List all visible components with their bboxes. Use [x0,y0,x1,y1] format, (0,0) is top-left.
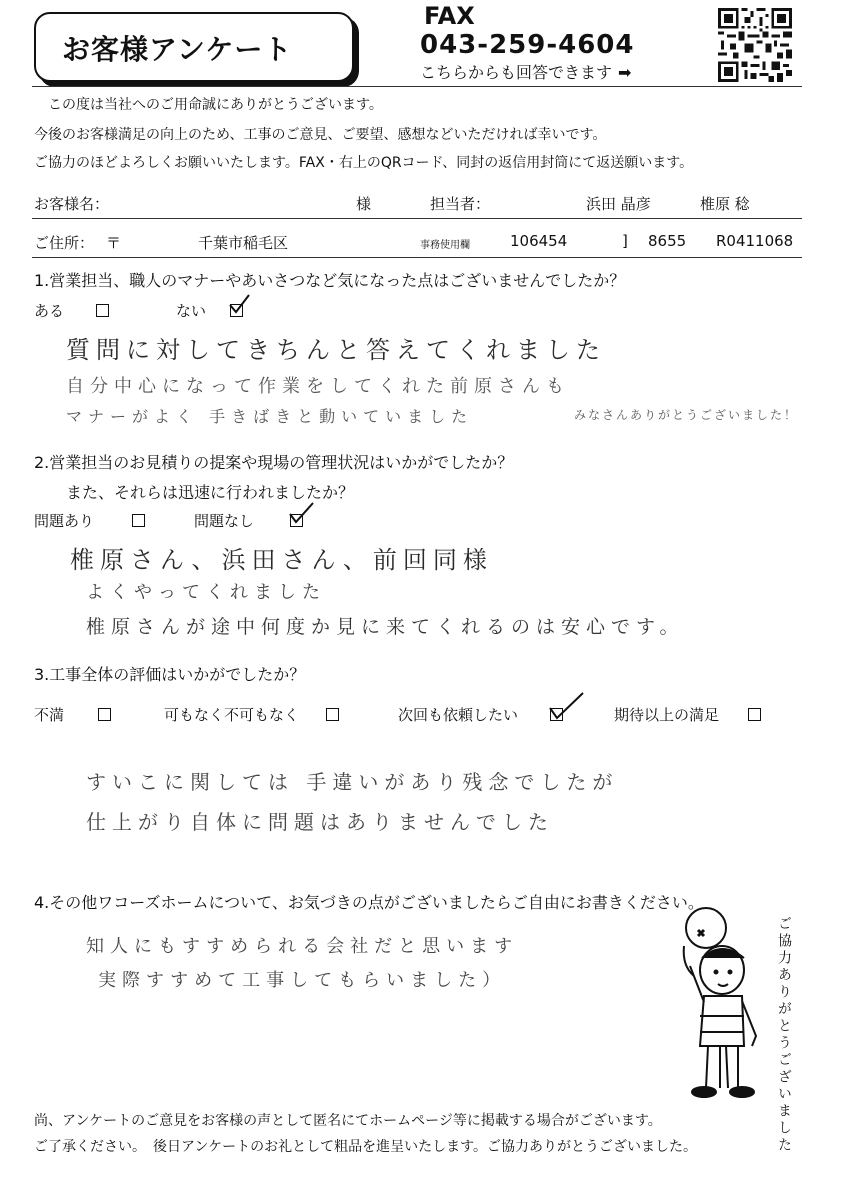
q2-answer-line-2: よくやってくれました [86,582,326,603]
q1-answer-line-2: 自分中心になって作業をしてくれた前原さんも [66,376,570,397]
q1-option-yes-checkbox[interactable] [96,304,109,317]
q1-answer-line-4: みなさんありがとうございました！ [574,408,799,422]
footer-line-2: ご了承ください。 後日アンケートのお礼として粗品を進呈いたします。ご協力ありがとうございました。 [34,1139,698,1155]
header-divider [32,86,802,87]
intro-line-1: この度は当社へのご用命誠にありがとうございます。 [48,97,383,113]
q3-option-neutral: 可もなく不可もなく [164,706,300,724]
q2-option-issue-checkbox[interactable] [132,514,145,527]
office-use-label: 事務使用欄 [420,240,470,251]
q3-option-exceeded: 期待以上の満足 [614,706,720,724]
customer-name-label: お客様名： [34,195,110,213]
q3-option-exceeded-checkbox[interactable] [748,708,761,721]
q1-option-yes [34,300,64,321]
staff-name-2: 椎原 稔 [700,195,750,213]
q4-answer-line-1: 知人にもすすめられる会社だと思います [86,936,519,957]
office-code-1: 106454 [510,232,568,250]
address-value: 千葉市稲毛区 [198,234,289,252]
q2-question-2: また、それらは迅速に行われましたか？ [66,483,355,502]
q3-option-request-again: 次回も依頼したい [398,706,519,724]
staff-label: 担当者： [430,195,491,213]
q1-option-no [176,300,206,321]
survey-title-box [34,12,354,82]
intro-line-2: 今後のお客様満足の向上のため、工事のご意見、ご要望、感想などいただければ幸いです。 [34,127,607,143]
q3-check-mark-icon [546,690,586,724]
q1-option-no-label: ない [176,302,207,320]
qr-note [420,60,631,83]
staff-name-1: 浜田 晶彦 [586,195,651,213]
intro-line-3: ご協力のほどよろしくお願いいたします。FAX・右上のQRコード、同封の返信用封筒にて返送願います。 [34,155,694,171]
arrow-right-icon: ➡ [618,63,632,82]
qr-note-text: こちらからも回答できます [420,63,613,82]
q3-answer-line-1: すいこに関しては 手違いがあり残念でしたが [86,770,619,794]
q1-answer-line-3: マナーがよく 手きばきと動いていました [66,407,474,426]
q2-option-issue: 問題あり [34,512,95,530]
person-illustration [664,906,768,1106]
office-code-3: R0411068 [716,232,794,250]
fax-label: FAX [424,2,475,30]
office-code-2: 8655 [648,232,687,250]
q3-option-dissatisfied-checkbox[interactable] [98,708,111,721]
address-label: ご住所： [34,234,95,252]
fax-number: 043-259-4604 [420,30,635,60]
q3-option-neutral-checkbox[interactable] [326,708,339,721]
address-underline [32,257,802,258]
postal-mark: 〒 [106,234,122,252]
survey-title: お客様アンケート [62,33,293,66]
q2-answer-line-3: 椎原さんが途中何度か見に来てくれるのは安心です。 [86,616,685,638]
q2-answer-line-1: 椎原さん、浜田さん、前回同様 [70,546,493,574]
q1-option-yes-label: ある [34,302,65,320]
qr-code-icon [718,8,792,82]
footer-line-1: 尚、アンケートのご意見をお客様の声として匿名にてホームページ等に掲載する場合がございます。 [34,1113,662,1129]
q1-check-mark-icon [226,292,252,318]
q2-check-mark-icon [286,500,316,528]
office-bracket: ] [622,232,628,250]
q1-question: 1.営業担当、職人のマナーやあいさつなど気になった点はございませんでしたか？ [34,271,626,290]
q3-question: 3.工事全体の評価はいかがでしたか？ [34,665,306,684]
q4-question: 4.その他ワコーズホームについて、お気づきの点がございましたらご自由にお書きください。 [34,893,704,912]
name-underline [32,218,802,219]
q2-question: 2.営業担当のお見積りの提案や現場の管理状況はいかがでしたか？ [34,453,514,472]
q3-option-dissatisfied: 不満 [34,706,65,724]
q4-answer-line-2: 実際すすめて工事してもらいました） [98,970,507,991]
q3-answer-line-2: 仕上がり自体に問題はありませんでした [86,810,554,834]
q2-option-no-issue: 問題なし [194,512,255,530]
sama-label: 様 [356,195,372,213]
q1-answer-line-1: 質問に対してきちんと答えてくれました [66,336,606,364]
side-thanks-note: ご協力ありがとうございました [776,916,792,1154]
